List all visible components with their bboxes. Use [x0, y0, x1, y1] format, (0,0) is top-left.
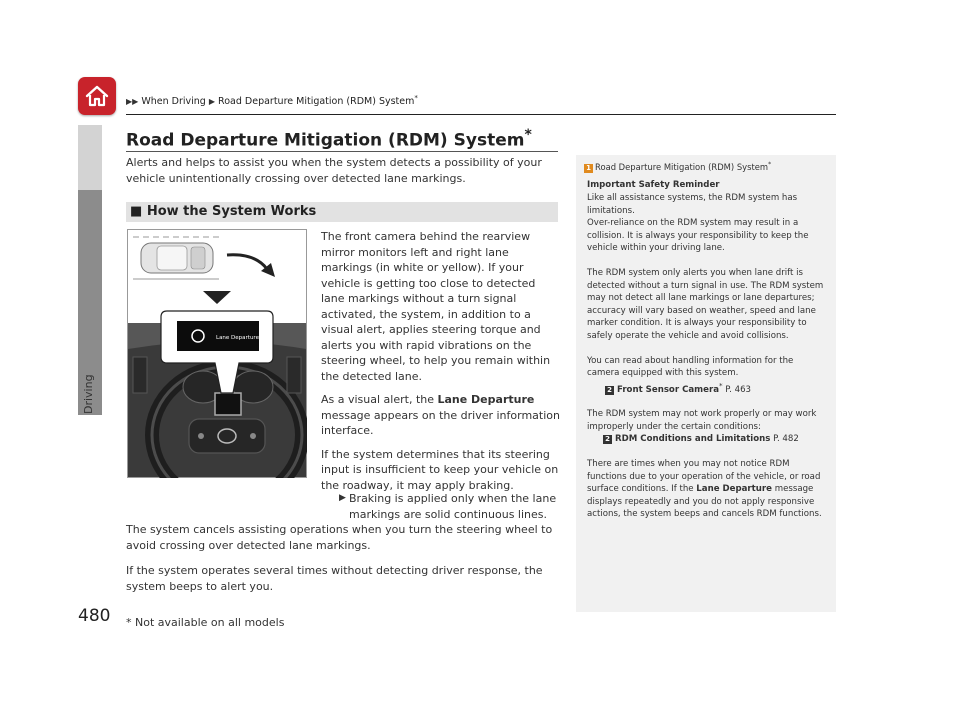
conditions-note: The RDM system may not work properly or may work improperly under the certain conditions: 2 RDM Conditions and Limitations P. 482 [587, 409, 817, 445]
section-heading [126, 202, 558, 222]
chapter-tab-inactive [78, 125, 102, 190]
section-heading-text: How the System Works [146, 204, 317, 219]
lower-paragraph-2: If the system operates several times without detecting driver response, the system beeps to alert you. [126, 564, 543, 593]
body-text [321, 229, 561, 522]
display-message: Lane Departure [216, 335, 259, 341]
header-divider [126, 114, 836, 115]
title-divider [126, 151, 558, 152]
page-title-text: Road Departure Mitigation (RDM) System [126, 130, 525, 151]
front-sensor-camera-asterisk: * [719, 380, 723, 390]
camera-note: You can read about handling information for the camera equipped with this system. 2 Front Sensor Camera* P. 463 [587, 355, 794, 395]
home-icon [84, 84, 110, 108]
section-bullet-icon: ■ [130, 204, 143, 219]
rdm-conditions-link[interactable]: 2 RDM Conditions and Limitations P. 482 [587, 434, 799, 444]
rdm-illustration [127, 229, 307, 478]
lower-paragraph-1: The system cancels assisting operations when you turn the steering wheel to avoid crossing over detected lane markings. [126, 523, 553, 552]
reference-icon: 2 [605, 386, 614, 395]
alert-note: The RDM system only alerts you when lane drift is detected without a turn signal in use. The RDM system may not detect all lane markings or lane departures; accuracy will vary based on weather, speed and lane marker condition. It is always your responsibility to safely operate the vehicle and avoid collisions. [587, 267, 824, 341]
chapter-label: Driving [82, 374, 95, 414]
page-title-asterisk: * [524, 127, 532, 143]
breadcrumb [126, 94, 418, 107]
page-number: 480 [78, 606, 111, 626]
side-notes-header-asterisk: * [768, 161, 772, 168]
page-title [126, 127, 532, 151]
intro-paragraph: Alerts and helps to assist you when the system detects a possibility of your vehicle unintentionally crossing over detected lane markings. [126, 156, 542, 185]
breadcrumb-arrow-icon: ▶ [208, 97, 216, 107]
body-paragraph-2: As a visual alert, the Lane Departure message appears on the driver information interface. [321, 393, 560, 437]
note-marker-icon: 1 [584, 164, 593, 173]
body-paragraph-1: The front camera behind the rearview mirror monitors left and right lane markings (in white or yellow). If your vehicle is getting too close to detected lane markings without a turn signal activated, the system, in addition to a visual alert, applies steering torque and alerts you with rapid vibrations on the steering wheel, to help you remain within the detected lane. [321, 230, 551, 383]
side-notes-header: 1 Road Departure Mitigation (RDM) System* [584, 159, 828, 173]
lower-text [126, 522, 566, 604]
home-button[interactable] [78, 77, 116, 115]
breadcrumb-current: Road Departure Mitigation (RDM) System [218, 96, 415, 108]
footnote: * Not available on all models [126, 616, 285, 629]
reference-icon: 2 [603, 435, 612, 444]
breadcrumb-asterisk: * [414, 94, 418, 102]
body-paragraph-3: If the system determines that its steering input is insufficient to keep your vehicle on the roadway, it may apply braking. [321, 447, 559, 492]
breadcrumb-arrow-icon: ▶▶ [126, 97, 139, 107]
subpoint-arrow-icon: ▶ [339, 493, 346, 503]
side-notes-panel [576, 155, 836, 612]
safety-reminder: Important Safety Reminder Like all assistance systems, the RDM system has limitations. Over-reliance on the RDM system may result in a collision. It is always your responsibility to keep the vehicle within your driving lane. [587, 180, 809, 254]
body-subpoint: ▶ Braking is applied only when the lane markings are solid continuous lines. [339, 492, 557, 521]
breadcrumb-link-when-driving[interactable]: When Driving [141, 96, 206, 108]
cancellation-note: There are times when you may not notice RDM functions due to your operation of the vehicle, or road surface conditions. If the Lane Departure message displays repeatedly and you do not apply responsive actions, the system beeps and cancels RDM functions. [587, 458, 822, 520]
front-sensor-camera-link[interactable]: 2 Front Sensor Camera* P. 463 [587, 385, 751, 395]
